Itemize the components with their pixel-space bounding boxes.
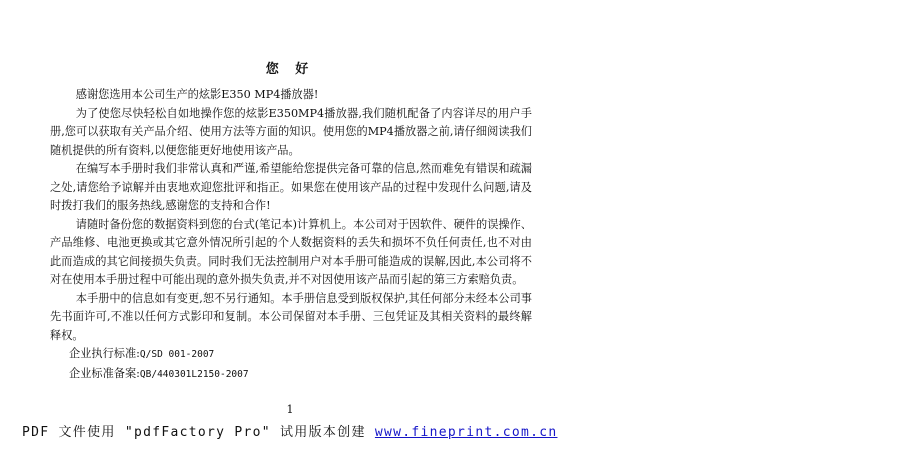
paragraph-copyright: 本手册中的信息如有变更,恕不另行通知。本手册信息受到版权保护,其任何部分未经本公司事先书面许可,不准以任何方式影印和复制。本公司保留对本手册、三包凭证及其相关资料的最终解释权。 <box>50 291 532 342</box>
document-body <box>50 86 532 384</box>
pdf-footer <box>22 421 557 440</box>
page-title: 您 好 <box>265 62 315 77</box>
standard-filing <box>50 365 532 385</box>
paragraph-introduction: 为了使您尽快轻松自如地操作您的炫影E350MP4播放器,我们随机配备了内容详尽的用户手册,您可以获取有关产品介绍、使用方法等方面的知识。使用您的MP4播放器之前,请仔细阅读我们随机提供的所有资料,以便您能更好地使用该产品。 <box>50 106 532 157</box>
paragraph-backup-disclaimer: 请随时备份您的数据资料到您的台式(笔记本)计算机上。本公司对于因软件、硬件的误操作、产品维修、电池更换或其它意外情况所引起的个人数据资料的丢失和损坏不负任何责任,也不对由此而造成的其它间接损失负责。同时我们无法控制用户对本手册可能造成的误解,因此,本公司将不对在使用本手册过程中可能出现的意外损失负责,并不对因使用该产品而引起的第三方索赔负责。 <box>50 217 532 286</box>
standard-execution <box>50 345 532 365</box>
standard-execution-label: 企业执行标准: <box>69 347 140 360</box>
standard-filing-value: QB/440301L2150-2007 <box>139 368 249 380</box>
standard-filing-label: 企业标准备案: <box>69 366 140 380</box>
page-number: 1 <box>286 403 294 416</box>
paragraph-greeting: 感谢您选用本公司生产的炫影E350 MP4播放器! <box>75 88 319 101</box>
footer-text: PDF 文件使用 "pdfFactory Pro" 试用版本创建 <box>22 425 375 440</box>
footer-link[interactable]: www.fineprint.com.cn <box>374 425 558 440</box>
paragraph-accuracy: 在编写本手册时我们非常认真和严谨,希望能给您提供完备可靠的信息,然而难免有错误和疏漏之处,请您给予谅解并由衷地欢迎您批评和指正。如果您在使用该产品的过程中发现什么问题,请及时拨打我们的服务热线,感谢您的支持和合作! <box>50 162 532 212</box>
standard-execution-value: Q/SD 001-2007 <box>139 349 215 360</box>
